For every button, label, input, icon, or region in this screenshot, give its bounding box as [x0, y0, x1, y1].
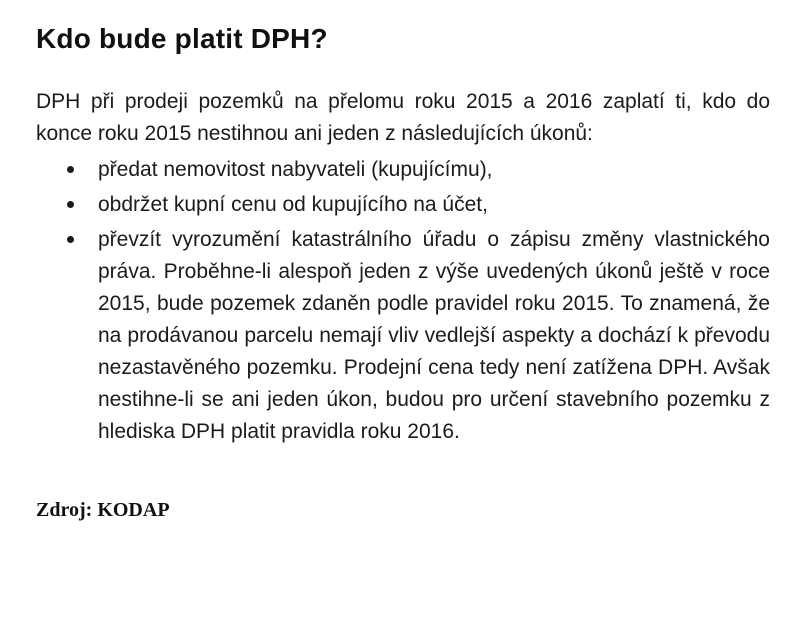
source-name: KODAP: [97, 499, 170, 521]
list-item-text: předat nemovitost nabyvateli (kupujícímu),: [98, 158, 493, 181]
page-title: Kdo bude platit DPH?: [36, 23, 328, 54]
source-line: [36, 498, 770, 522]
list-item-text: převzít vyrozumění katastrálního úřadu o zápisu změny vlastnického práva. Proběhne-li alespoň jeden z výše uvedených úkonů ještě v roce 2015, bude pozemek zdaněn podle pravidel roku 2015. To znamená, že na prodávanou parcelu nemají vliv vedlejší aspekty a dochází k převodu nezastavěného pozemku. Prodejní cena tedy není zatížena DPH. Avšak nestihne-li se ani jeden úkon, budou pro určení stavebního pozemku z hlediska DPH platit pravidla roku 2016.: [98, 228, 770, 443]
list-item: [36, 154, 770, 186]
source-label: Zdroj:: [36, 499, 93, 521]
list-item: [36, 189, 770, 221]
bullet-icon: [67, 166, 74, 173]
intro-paragraph: DPH při prodeji pozemků na přelomu roku 2015 a 2016 zaplatí ti, kdo do konce roku 2015 nestihnou ani jeden z následujících úkonů:: [36, 90, 770, 145]
bullet-icon: [67, 236, 74, 243]
bullet-icon: [67, 201, 74, 208]
list-item: [36, 224, 770, 448]
list-item-text: obdržet kupní cenu od kupujícího na účet,: [98, 193, 488, 216]
bullet-list: [36, 154, 770, 448]
